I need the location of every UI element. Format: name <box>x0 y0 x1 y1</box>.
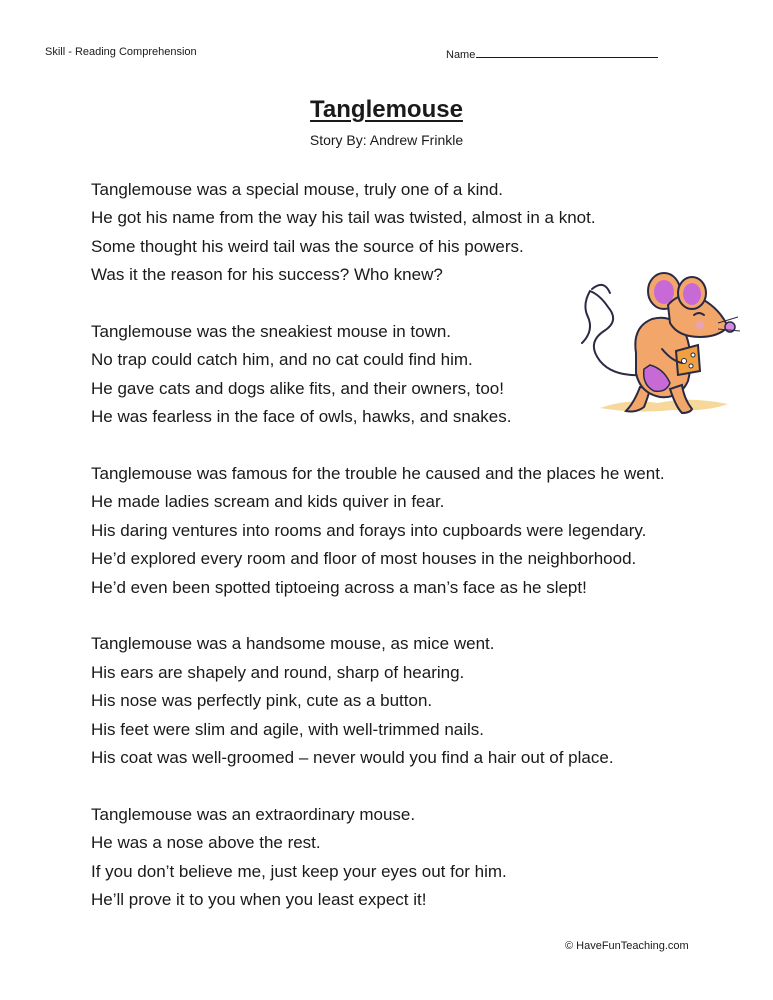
stanza-3 <box>91 460 741 602</box>
story-line: He was fearless in the face of owls, hawks, and snakes. <box>91 407 512 427</box>
story-line: He’d even been spotted tiptoeing across a man’s face as he slept! <box>91 577 587 597</box>
stanza-5 <box>91 801 741 915</box>
story-line: Tanglemouse was famous for the trouble he caused and the places he went. <box>91 464 665 484</box>
story-line: He was a nose above the rest. <box>91 833 321 853</box>
story-line: He gave cats and dogs alike fits, and their owners, too! <box>91 378 504 398</box>
story-line: Some thought his weird tail was the source of his powers. <box>91 236 524 256</box>
name-blank-line <box>476 46 658 58</box>
story-line: His coat was well-groomed – never would you find a hair out of place. <box>91 748 614 768</box>
story-line: He’ll prove it to you when you least expect it! <box>91 890 427 910</box>
copyright-footer: © HaveFunTeaching.com <box>565 940 689 952</box>
story-line: If you don’t believe me, just keep your eyes out for him. <box>91 861 507 881</box>
story-line: Tanglemouse was an extraordinary mouse. <box>91 804 416 824</box>
skill-label: Skill - Reading Comprehension <box>45 46 197 58</box>
story-line: He’d explored every room and floor of most houses in the neighborhood. <box>91 549 637 569</box>
story-line: Tanglemouse was a handsome mouse, as mice went. <box>91 634 495 654</box>
stanza-4 <box>91 630 741 772</box>
byline: Story By: Andrew Frinkle <box>309 132 464 148</box>
page-title: Tanglemouse <box>310 96 463 123</box>
story-line: Tanglemouse was the sneakiest mouse in town. <box>91 322 452 342</box>
story-line: His daring ventures into rooms and forays into cupboards were legendary. <box>91 520 647 540</box>
story-line: Was it the reason for his success? Who knew? <box>91 265 443 285</box>
story-line: His nose was perfectly pink, cute as a button. <box>91 691 433 711</box>
story-line: No trap could catch him, and no cat could find him. <box>91 350 473 370</box>
name-label: Name <box>446 49 476 61</box>
story-line: He got his name from the way his tail was twisted, almost in a knot. <box>91 208 596 228</box>
story-line: He made ladies scream and kids quiver in fear. <box>91 492 445 512</box>
story-line: Tanglemouse was a special mouse, truly one of a kind. <box>91 180 504 199</box>
story-line: His ears are shapely and round, sharp of hearing. <box>91 662 465 682</box>
name-field <box>446 46 658 61</box>
mouse-illustration-icon <box>578 265 744 430</box>
story-line: His feet were slim and agile, with well-trimmed nails. <box>91 719 485 739</box>
